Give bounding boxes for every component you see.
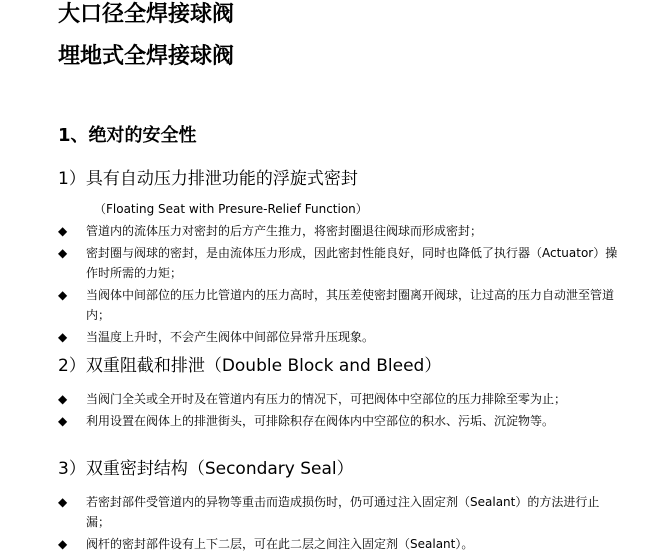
list-item — [58, 389, 618, 409]
list-item — [58, 221, 618, 241]
diamond-bullet-icon: ◆ — [58, 495, 68, 509]
bullet-text: 利用设置在阀体上的排泄街头，可排除积存在阀体内中空部位的积水、污垢、沉淀物等。 — [86, 414, 555, 428]
bullet-text: 当阀体中间部位的压力比管道内的压力高时，其压差使密封圈离开阀球，让过高的压力自动泄至管道内； — [86, 288, 615, 322]
bullet-text: 若密封部件受管道内的异物等重击而造成损伤时，仍可通过注入固定剂（Sealant）的方法进行止漏； — [86, 495, 600, 529]
subsection-heading-3: 3）双重密封结构（Secondary Seal） — [58, 459, 354, 479]
document-title-2: 埋地式全焊接球阀 — [58, 44, 235, 69]
list-item — [58, 534, 618, 554]
diamond-bullet-icon: ◆ — [58, 330, 68, 344]
bullet-list-1 — [58, 221, 618, 349]
section-heading: 1、绝对的安全性 — [58, 125, 197, 146]
list-item — [58, 243, 618, 283]
subsection-heading-1: 1）具有自动压力排泄功能的浮旋式密封 — [58, 169, 358, 189]
list-item — [58, 285, 618, 325]
bullet-text: 管道内的流体压力对密封的后方产生推力，将密封圈退往阀球而形成密封； — [86, 224, 483, 238]
subsection-heading-2: 2）双重阻截和排泄（Double Block and Bleed） — [58, 356, 442, 376]
bullet-text: 当阀门全关或全开时及在管道内有压力的情况下，可把阀体中空部位的压力排除至零为止； — [86, 392, 567, 406]
list-item — [58, 327, 618, 347]
bullet-text: 阀杆的密封部件设有上下二层，可在此二层之间注入固定剂（Sealant）。 — [86, 537, 474, 551]
bullet-list-2 — [58, 389, 618, 433]
diamond-bullet-icon: ◆ — [58, 224, 68, 238]
subsection-subtitle-1: （Floating Seat with Presure-Relief Function） — [94, 202, 368, 216]
bullet-text: 当温度上升时，不会产生阀体中间部位异常升压现象。 — [86, 330, 375, 344]
list-item — [58, 411, 618, 431]
diamond-bullet-icon: ◆ — [58, 246, 68, 260]
list-item — [58, 492, 618, 532]
document-title-1: 大口径全焊接球阀 — [58, 2, 235, 27]
bullet-text: 密封圈与阀球的密封，是由流体压力形成，因此密封性能良好，同时也降低了执行器（Actuator）操作时所需的力矩； — [86, 246, 618, 280]
diamond-bullet-icon: ◆ — [58, 392, 68, 406]
bullet-list-3 — [58, 492, 618, 556]
diamond-bullet-icon: ◆ — [58, 288, 68, 302]
diamond-bullet-icon: ◆ — [58, 414, 68, 428]
diamond-bullet-icon: ◆ — [58, 537, 68, 551]
